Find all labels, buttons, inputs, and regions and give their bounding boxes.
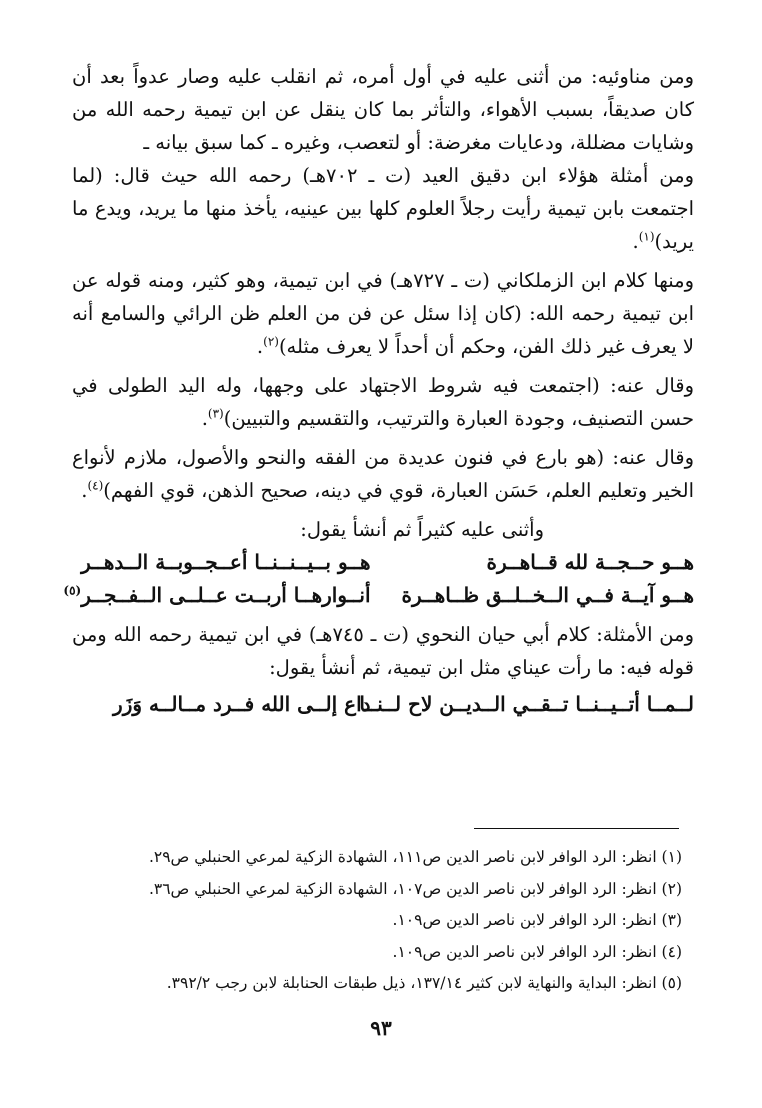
paragraph-3-text: ومنها كلام ابن الزملكاني (ت ـ ٧٢٧هـ) في ابن تيمية، وهو كثير، ومنه قوله عن ابن تيمية رحمه الله: (كان إذا سئل عن فن من العلم ظن الرائي والسامع أنه لا يعرف غير ذلك الفن، وحكم أن أحداً لا يعرف مثله) [72, 269, 694, 358]
verse-line-3 [72, 688, 694, 721]
paragraph-5-text: وقال عنه: (هو بارع في فنون عديدة من الفقه والنحو والأصول، ملازم لأنواع الخير وتعليم العلم، حَسَن العبارة، قوي في دينه، صحيح الذهن، قوي الفهم) [72, 446, 694, 502]
verse-1-second-hemistich: هــو بــيــنــنــا أعــجــوبــة الــدهــر [81, 550, 371, 574]
paragraph-1: ومن مناوئيه: من أثنى عليه في أول أمره، ثم انقلب عليه وصار عدواً بعد أن كان صديقاً، بسبب الأهواء، والتأثر بما كان ينقل عن ابن تيمية رحمه الله من وشايات مضللة، ودعايات مغرضة: أو لتعصب، وغيره ـ كما سبق بيانه ـ [72, 65, 694, 154]
footnote-separator [474, 828, 679, 829]
footnote-ref-1[interactable]: (١) [638, 229, 655, 244]
paragraph-7: ومن الأمثلة: كلام أبي حيان النحوي (ت ـ ٧٤٥هـ) في ابن تيمية رحمه الله ومن قوله فيه: ما رأت عيناي مثل ابن تيمية، ثم أنشأ يقول: [72, 623, 695, 679]
verse-3-second-hemistich: داع إلــى الله فــرد مــالــه وَزَر [113, 692, 371, 716]
verse-2-second-text: أنــوارهــا أربــت عــلــى الــفــجــر [81, 583, 371, 607]
footnotes [72, 842, 682, 1000]
verse-line-1 [72, 546, 694, 579]
footnote-3: (٣) انظر: الرد الوافر لابن ناصر الدين ص١٠٩. [392, 911, 682, 929]
paragraph-4-text: وقال عنه: (اجتمعت فيه شروط الاجتهاد على وجهها، وله اليد الطولى في حسن التصنيف، وجودة العبارة والترتيب، والتقسيم والتبيين) [72, 374, 694, 430]
verse-2-first-hemistich: هــو آيــة فــي الــخــلــق ظــاهــرة [401, 583, 694, 607]
footnote-2: (٢) انظر: الرد الوافر لابن ناصر الدين ص١٠٧، الشهادة الزكية لمرعي الحنبلي ص٣٦. [148, 879, 682, 898]
footnote-ref-3[interactable]: (٣) [207, 406, 224, 421]
verse-intro: وأثنى عليه كثيراً ثم أنشأ يقول: [300, 518, 544, 541]
paragraph-5: وقال عنه: (هو بارع في فنون عديدة من الفقه والنحو والأصول، ملازم لأنواع الخير وتعليم العلم، حَسَن العبارة، قوي في دينه، صحيح الذهن، قوي الفهم)$^{(٤)}$. [72, 446, 694, 502]
paragraph-4: وقال عنه: (اجتمعت فيه شروط الاجتهاد على وجهها، وله اليد الطولى في حسن التصنيف، وجودة العبارة والترتيب، والتقسيم والتبيين)$^{(٣)}$. [72, 374, 694, 430]
footnote-5: (٥) انظر: البداية والنهاية لابن كثير ١٣٧/١٤، ذيل طبقات الحنابلة لابن رجب ٣٩٢/٢. [166, 974, 682, 992]
paragraph-3: ومنها كلام ابن الزملكاني (ت ـ ٧٢٧هـ) في ابن تيمية، وهو كثير، ومنه قوله عن ابن تيمية رحمه الله: (كان إذا سئل عن فن من العلم ظن الرائي والسامع أنه لا يعرف غير ذلك الفن، وحكم أن أحداً لا يعرف مثله)$^{(٢)}$. [72, 269, 694, 358]
footnote-4: (٤) انظر: الرد الوافر لابن ناصر الدين ص١٠٩. [392, 942, 682, 961]
page-number: ٩٣ [370, 1016, 392, 1040]
footnote-1: (١) انظر: الرد الوافر لابن ناصر الدين ص١١١، الشهادة الزكية لمرعي الحنبلي ص٢٩. [148, 848, 682, 866]
main-text [63, 60, 695, 721]
verse-1-first-hemistich: هــو حــجــة لله قــاهــرة [486, 550, 694, 574]
footnote-ref-2[interactable]: (٢) [263, 334, 279, 349]
footnote-ref-5[interactable]: (٥) [63, 583, 82, 598]
verse-3-first-hemistich: لــمــا أتــيــنــا تــقــي الــديــن لاح لــنــا [359, 692, 694, 716]
verse-line-2 [63, 579, 694, 612]
paragraph-2: ومن أمثلة هؤلاء ابن دقيق العيد (ت ـ ٧٠٢هـ) رحمه الله حيث قال: (لما اجتمعت بابن تيمية رأيت رجلاً العلوم كلها بين عينيه، يأخذ منها ما يريد، ويدع ما يريد)$^{(١)}$. [72, 164, 694, 253]
verse-2-second-hemistich [63, 579, 371, 612]
paragraph-2-text: ومن أمثلة هؤلاء ابن دقيق العيد (ت ـ ٧٠٢هـ) رحمه الله حيث قال: (لما اجتمعت بابن تيمية رأيت رجلاً العلوم كلها بين عينيه، يأخذ منها ما يريد، ويدع ما يريد) [72, 164, 694, 253]
footnote-ref-4[interactable]: (٤) [87, 478, 104, 493]
